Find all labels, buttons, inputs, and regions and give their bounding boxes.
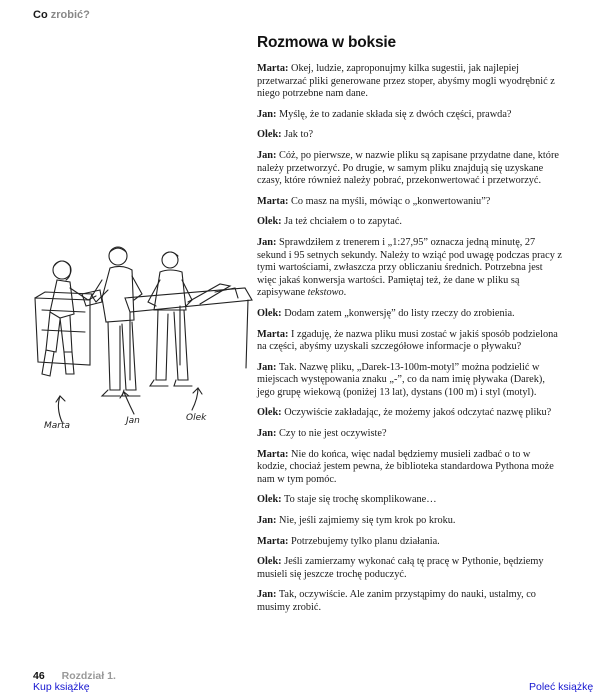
speaker-name: Jan: xyxy=(257,589,277,601)
dialogue-text: Tak, oczywiście. Ale zanim przystąpimy do nauki, ustalmy, co musimy zrobić. xyxy=(257,589,536,613)
dialogue-paragraph xyxy=(257,515,562,528)
dialogue-text: Okej, ludzie, zaproponujmy kilka sugestii, jak najlepiej przetwarzać pliki generowane przez stoper, abyśmy mogli wyodrębnić z niego potrzebne nam dane. xyxy=(257,63,555,100)
page-number: 46 xyxy=(33,670,45,682)
speaker-name: Olek: xyxy=(257,129,282,141)
dialogue-text: Oczywiście zakładając, że możemy jakoś odczytać nazwę pliku? xyxy=(284,407,552,419)
speaker-name: Jan: xyxy=(257,149,277,161)
dialogue-text: Jak to? xyxy=(284,129,314,141)
running-header xyxy=(33,9,90,21)
speaker-name: Jan: xyxy=(257,515,277,527)
speaker-name: Marta: xyxy=(257,63,289,74)
office-illustration xyxy=(30,240,255,440)
dialogue-text: Ja też chciałem o to zapytać. xyxy=(284,216,402,228)
dialogue-paragraph xyxy=(257,150,562,188)
speaker-name: Olek: xyxy=(257,307,282,319)
chapter-label: Rozdział 1. xyxy=(61,670,116,682)
speaker-name: Jan: xyxy=(257,108,277,120)
dialogue-text: Cóż, po pierwsze, w nazwie pliku są zapisane przydatne dane, które należy przetworzyć. Po drugie, w samym pliku znajdują się uzyskane czasy, które również należy pobrać, przekonwertować i przetworzyć. xyxy=(257,149,559,187)
dialogue-text: Jeśli zamierzamy wykonać całą tę pracę w Pythonie, będziemy musieli się jeszcze trochę poduczyć. xyxy=(257,556,544,580)
dialogue-text-after: . xyxy=(343,287,347,299)
dialogue-paragraph xyxy=(257,362,562,400)
label-olek: Olek xyxy=(186,413,207,423)
dialogue-text: Co masz na myśli, mówiąc o „konwertowaniu”? xyxy=(291,195,491,207)
label-jan: Jan xyxy=(126,416,140,426)
buy-book-link[interactable]: Kup książkę xyxy=(33,681,90,693)
dialogue-paragraph xyxy=(257,216,562,229)
dialogue-emphasis: tekstowo xyxy=(307,287,344,299)
dialogue-paragraph xyxy=(257,494,562,507)
dialogue-text: Tak. Nazwę pliku, „Darek-13-100m-motyl” można podzielić w miejscach występowania znaku „-”, co da nam imię pływaka (Darek), jego grupę wiekową (poniżej 13 lat), dystans (100 m) i styl (motyl). xyxy=(257,361,545,398)
dialogue-paragraph xyxy=(257,63,562,101)
speaker-name: Olek: xyxy=(257,216,282,228)
dialogue-text: Nie do końca, więc nadal będziemy musieli zadbać o to w kodzie, chociaż jestem pewna, że biblioteka standardowa Pythona może nam w tym pomóc. xyxy=(257,448,554,485)
dialogue-list xyxy=(257,63,562,615)
speaker-name: Marta: xyxy=(257,535,289,547)
dialogue-text: Potrzebujemy tylko planu działania. xyxy=(291,535,440,547)
dialogue-paragraph xyxy=(257,329,562,354)
dialogue-text: Sprawdziłem z trenerem i „1:27,95” oznacza jedną minutę, 27 sekund i 95 setnych sekundy. Należy to wziąć pod uwagę podczas pracy z tymi wartościami, zwłaszcza przy obliczaniu średnich. Potrzebna jest więc jakaś konwersja wartości. Pamiętaj też, że dane w pliku są zapisywane xyxy=(257,236,562,299)
dialogue-paragraph xyxy=(257,536,562,549)
dialogue-text: Czy to nie jest oczywiste? xyxy=(279,428,387,440)
dialogue-text: I zgaduję, że nazwa pliku musi zostać w jakiś sposób podzielona na części, abyśmy uzyskali szczegółowe informacje o pływaku? xyxy=(257,328,558,353)
dialogue-paragraph xyxy=(257,428,562,441)
speaker-name: Jan: xyxy=(257,428,277,440)
speaker-name: Jan: xyxy=(257,361,277,373)
dialogue-paragraph xyxy=(257,308,562,321)
main-content xyxy=(257,34,562,623)
speaker-name: Marta: xyxy=(257,328,289,340)
section-title: Rozmowa w boksie xyxy=(257,34,396,51)
recommend-book-link[interactable]: Poleć książkę xyxy=(529,681,594,693)
speaker-name: Marta: xyxy=(257,448,289,460)
dialogue-paragraph xyxy=(257,556,562,581)
speaker-name: Jan: xyxy=(257,236,277,248)
team-sketch xyxy=(30,240,255,440)
dialogue-paragraph xyxy=(257,237,562,300)
dialogue-text: To staje się trochę skomplikowane… xyxy=(284,494,437,506)
dialogue-paragraph xyxy=(257,109,562,122)
label-marta: Marta xyxy=(44,421,71,431)
speaker-name: Olek: xyxy=(257,556,282,568)
dialogue-paragraph xyxy=(257,196,562,209)
dialogue-text: Nie, jeśli zajmiemy się tym krok po kroku. xyxy=(279,515,456,527)
speaker-name: Marta: xyxy=(257,195,289,207)
dialogue-paragraph xyxy=(257,449,562,487)
dialogue-text: Dodam zatem „konwersję” do listy rzeczy do zrobienia. xyxy=(284,307,515,319)
dialogue-paragraph xyxy=(257,589,562,614)
speaker-name: Olek: xyxy=(257,407,282,419)
dialogue-paragraph xyxy=(257,129,562,142)
speaker-name: Olek: xyxy=(257,494,282,506)
header-part-1: Co xyxy=(33,9,48,21)
dialogue-paragraph xyxy=(257,407,562,420)
dialogue-text: Myślę, że to zadanie składa się z dwóch części, prawda? xyxy=(279,108,512,120)
header-part-2: zrobić? xyxy=(50,9,90,21)
